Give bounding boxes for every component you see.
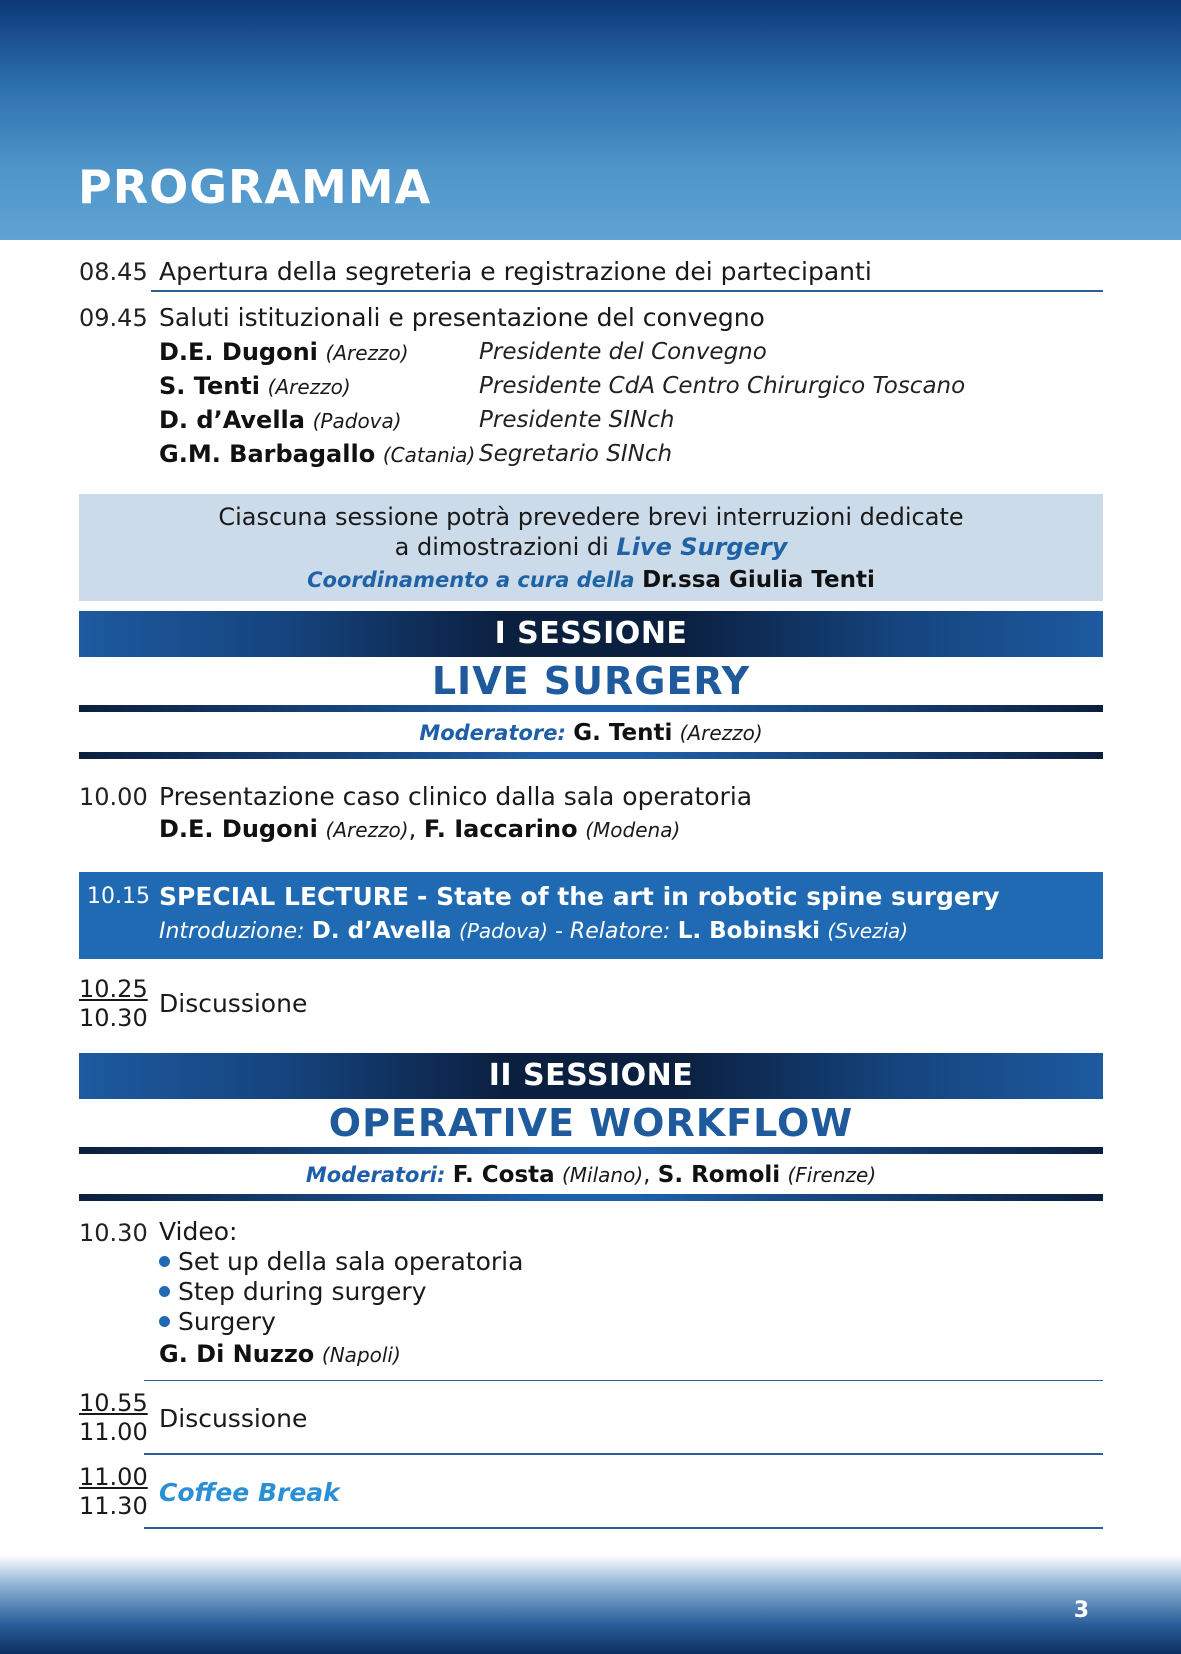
divider (144, 1453, 1103, 1455)
speaker-name: D.E. Dugoni (159, 814, 318, 843)
item-text: Discussione (159, 989, 308, 1018)
item-time: 09.45 (79, 303, 148, 332)
bullet-icon (159, 1256, 170, 1267)
speaker-list (159, 336, 1103, 472)
speaker-city: (Arezzo) (325, 340, 409, 365)
speaker-name: G. Di Nuzzo (159, 1339, 315, 1368)
speaker-row (159, 404, 1103, 438)
bullet-icon (159, 1286, 170, 1297)
item-text: Apertura della segreteria e registrazione dei partecipanti (159, 257, 872, 286)
item-text: Saluti istituzionali e presentazione del convegno (159, 302, 765, 332)
notice-line-1: Ciascuna sessione potrà prevedere brevi interruzioni dedicate (218, 502, 964, 531)
moderator-city: (Firenze) (787, 1162, 877, 1187)
session-1-title: LIVE SURGERY (431, 658, 751, 703)
list-item-text: Surgery (178, 1306, 276, 1336)
speaker-city: (Modena) (585, 817, 681, 842)
time-end: 11.00 (79, 1418, 148, 1446)
separator: , (408, 814, 424, 843)
notice-prefix: a dimostrazioni di (394, 532, 617, 561)
moderator-name: F. Costa (452, 1161, 555, 1188)
time-start: 10.25 (79, 974, 148, 1003)
divider (79, 1194, 1103, 1201)
video-speaker (159, 1337, 1103, 1372)
case-item (79, 781, 1103, 846)
speaker-name: L. Bobinski (677, 917, 821, 944)
item-time (79, 1463, 159, 1521)
video-item (79, 1217, 1103, 1372)
speaker-city: (Svezia) (827, 918, 909, 943)
coordination-label: Coordinamento a cura della (307, 567, 635, 592)
item-time (79, 975, 159, 1033)
speaker-name: S. Tenti (159, 371, 261, 400)
moderator-name: S. Romoli (657, 1161, 781, 1188)
list-item (159, 1307, 1103, 1337)
opening-item (79, 256, 1103, 288)
moderator-label: Moderatore: (419, 720, 566, 745)
speaker-row (159, 370, 1103, 404)
page-title: PROGRAMMA (78, 160, 432, 214)
divider (144, 1380, 1103, 1382)
lecture-speakers (159, 914, 1103, 949)
notice-coordination (79, 564, 1103, 595)
speaker-city: (Catania) (382, 442, 476, 467)
moderator-name: G. Tenti (573, 719, 673, 746)
divider (79, 752, 1103, 759)
divider (79, 1147, 1103, 1154)
special-lecture (79, 872, 1103, 959)
moderator-city: (Arezzo) (679, 720, 763, 745)
divider (144, 1527, 1103, 1529)
programme (79, 256, 1103, 1529)
separator: , (643, 1161, 658, 1188)
time-start: 10.55 (79, 1389, 148, 1417)
list-item (159, 1247, 1103, 1277)
item-time: 10.30 (79, 1218, 148, 1247)
speaker-role: Presidente SINch (479, 406, 675, 433)
speaker-name: D. d’Avella (159, 405, 305, 434)
intro-label: Introduzione: (159, 918, 305, 944)
divider (151, 290, 1103, 292)
time-start: 11.00 (79, 1463, 148, 1491)
moderator-label: Moderatori: (305, 1162, 446, 1187)
coffee-break-item (79, 1463, 1103, 1521)
session-1-label: I SESSIONE (79, 611, 1103, 657)
session-2-label: II SESSIONE (79, 1053, 1103, 1099)
speaker-name: G.M. Barbagallo (159, 439, 376, 468)
speaker-city: (Padova) (312, 408, 402, 433)
intro-name: D. d’Avella (311, 917, 452, 944)
intro-city: (Padova) (459, 918, 548, 943)
coffee-break-label: Coffee Break (159, 1477, 340, 1507)
item-time: 08.45 (79, 258, 148, 286)
case-speakers (159, 813, 1103, 846)
divider (79, 705, 1103, 712)
session-2-title: OPERATIVE WORKFLOW (328, 1100, 854, 1145)
speaker-city: (Napoli) (321, 1342, 401, 1367)
coordination-name: Dr.ssa Giulia Tenti (642, 566, 875, 593)
time-end: 11.30 (79, 1492, 148, 1520)
session-2-moderators (79, 1154, 1103, 1194)
list-item-text: Set up della sala operatoria (178, 1246, 524, 1276)
item-time: 10.00 (79, 782, 148, 811)
item-text: Presentazione caso clinico dalla sala operatoria (159, 781, 753, 811)
speaker-row (159, 336, 1103, 370)
item-time: 10.15 (87, 883, 150, 909)
speaker-name: D.E. Dugoni (159, 337, 318, 366)
item-time (79, 1389, 159, 1447)
speaker-name: F. Iaccarino (423, 814, 578, 843)
page-number: 3 (1073, 1598, 1089, 1623)
separator: - (547, 918, 570, 944)
speaker-role: Presidente CdA Centro Chirurgico Toscano (479, 372, 966, 399)
session-1-moderator (79, 712, 1103, 752)
speaker-city: (Arezzo) (325, 817, 409, 842)
speaker-role: Presidente del Convegno (479, 338, 767, 365)
time-end: 10.30 (79, 1003, 148, 1032)
list-item-text: Step during surgery (178, 1276, 427, 1306)
lecture-title: SPECIAL LECTURE (159, 881, 410, 911)
speaker-label: Relatore: (569, 918, 671, 944)
speaker-role: Segretario SINch (479, 440, 673, 467)
speaker-row (159, 438, 1103, 472)
greetings-item (79, 302, 1103, 472)
discussion-item (79, 1389, 1103, 1447)
speaker-city: (Arezzo) (267, 374, 351, 399)
bullet-icon (159, 1316, 170, 1327)
notice-highlight: Live Surgery (616, 532, 788, 561)
moderator-city: (Milano) (562, 1162, 644, 1187)
item-text: Discussione (159, 1403, 308, 1433)
notice-line-2 (79, 532, 1103, 562)
discussion-item (79, 975, 1103, 1033)
live-surgery-notice (79, 494, 1103, 601)
list-item (159, 1277, 1103, 1307)
lecture-subtitle: - State of the art in robotic spine surgery (417, 881, 1000, 911)
footer-band (0, 1555, 1181, 1654)
video-label: Video: (159, 1216, 238, 1246)
